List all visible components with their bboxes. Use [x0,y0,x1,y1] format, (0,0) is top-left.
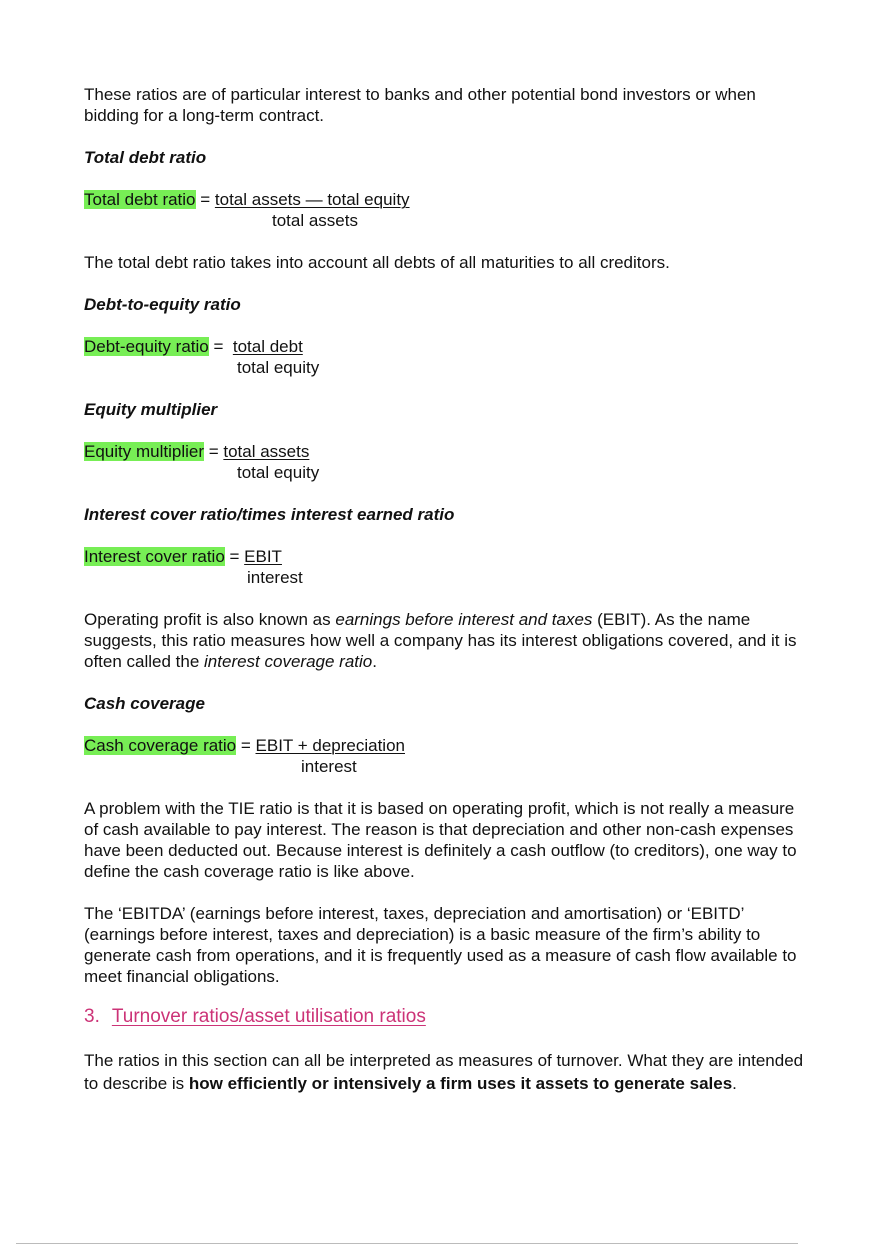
equals-sign: = [208,337,233,356]
equals-sign: = [195,190,215,209]
total-debt-numerator: total assets — total equity [214,190,410,209]
debt-equity-denominator: total equity [237,358,320,377]
section-3-text-part2: . [732,1074,737,1093]
interest-cover-text-part3: . [372,652,377,671]
interest-cover-text [84,609,804,672]
total-debt-denominator: total assets [272,211,358,230]
footer-divider [16,1243,798,1244]
debt-equity-label: Debt-equity ratio [84,337,209,356]
debt-equity-heading: Debt-to-equity ratio [84,295,241,314]
interest-cover-denominator: interest [247,568,303,587]
interest-cover-numerator: EBIT [244,547,282,566]
cash-coverage-label: Cash coverage ratio [84,736,237,755]
equity-multiplier-numerator: total assets [223,442,310,461]
cash-coverage-formula [84,735,804,777]
equals-sign: = [236,736,256,755]
interest-cover-formula [84,546,804,588]
total-debt-text: The total debt ratio takes into account all debts of all maturities to all creditors. [84,253,670,272]
equity-multiplier-denominator: total equity [237,463,320,482]
equals-sign: = [224,547,245,566]
interest-cover-text-italic1: earnings before interest and taxes [335,610,593,629]
interest-cover-heading: Interest cover ratio/times interest earned ratio [84,505,455,524]
equals-sign: = [204,442,224,461]
section-3-number: 3. [84,1006,100,1027]
cash-coverage-numerator: EBIT + depreciation [255,736,405,755]
interest-cover-text-part2: (EBIT). As the name suggests, this ratio measures how well a company has its interest obligations covered, and it is often called the [84,610,797,671]
equity-multiplier-heading: Equity multiplier [84,400,218,419]
section-3-text-part1: The ratios in this section can all be interpreted as measures of turnover. What they are intended to describe is [84,1051,804,1093]
debt-equity-numerator: total debt [232,337,303,356]
cash-coverage-heading: Cash coverage [84,694,205,713]
section-3-text-bold: how efficiently or intensively a firm uses it assets to generate sales [188,1074,733,1093]
interest-cover-label: Interest cover ratio [84,547,225,566]
total-debt-formula [84,189,804,231]
debt-equity-formula [84,336,804,378]
total-debt-heading: Total debt ratio [84,148,207,167]
section-3-title [84,1006,804,1028]
cash-coverage-text-1: A problem with the TIE ratio is that it is based on operating profit, which is not really a measure of cash available to pay interest. The reason is that depreciation and other non-cash expenses have been deducted out. Because interest is definitely a cash outflow (to creditors), one way to define the cash coverage ratio is like above. [84,799,797,881]
equity-multiplier-label: Equity multiplier [84,442,204,461]
interest-cover-text-italic2: interest coverage ratio [204,652,373,671]
section-3-text [84,1049,804,1095]
intro-paragraph: These ratios are of particular interest to banks and other potential bond investors or when bidding for a long-term contract. [84,85,756,125]
document-page [84,84,804,1095]
cash-coverage-denominator: interest [301,757,357,776]
section-3-title-text: Turnover ratios/asset utilisation ratios [111,1006,426,1027]
interest-cover-text-part1: Operating profit is also known as [84,610,336,629]
total-debt-label: Total debt ratio [84,190,196,209]
cash-coverage-text-2: The ‘EBITDA’ (earnings before interest, taxes, depreciation and amortisation) or ‘EBITD’ (earnings before interest, taxes and depreciation) is a basic measure of the firm’s ability to generate cash from operations, and it is frequently used as a measure of cash flow available to meet financial obligations. [84,904,797,986]
equity-multiplier-formula [84,441,804,483]
